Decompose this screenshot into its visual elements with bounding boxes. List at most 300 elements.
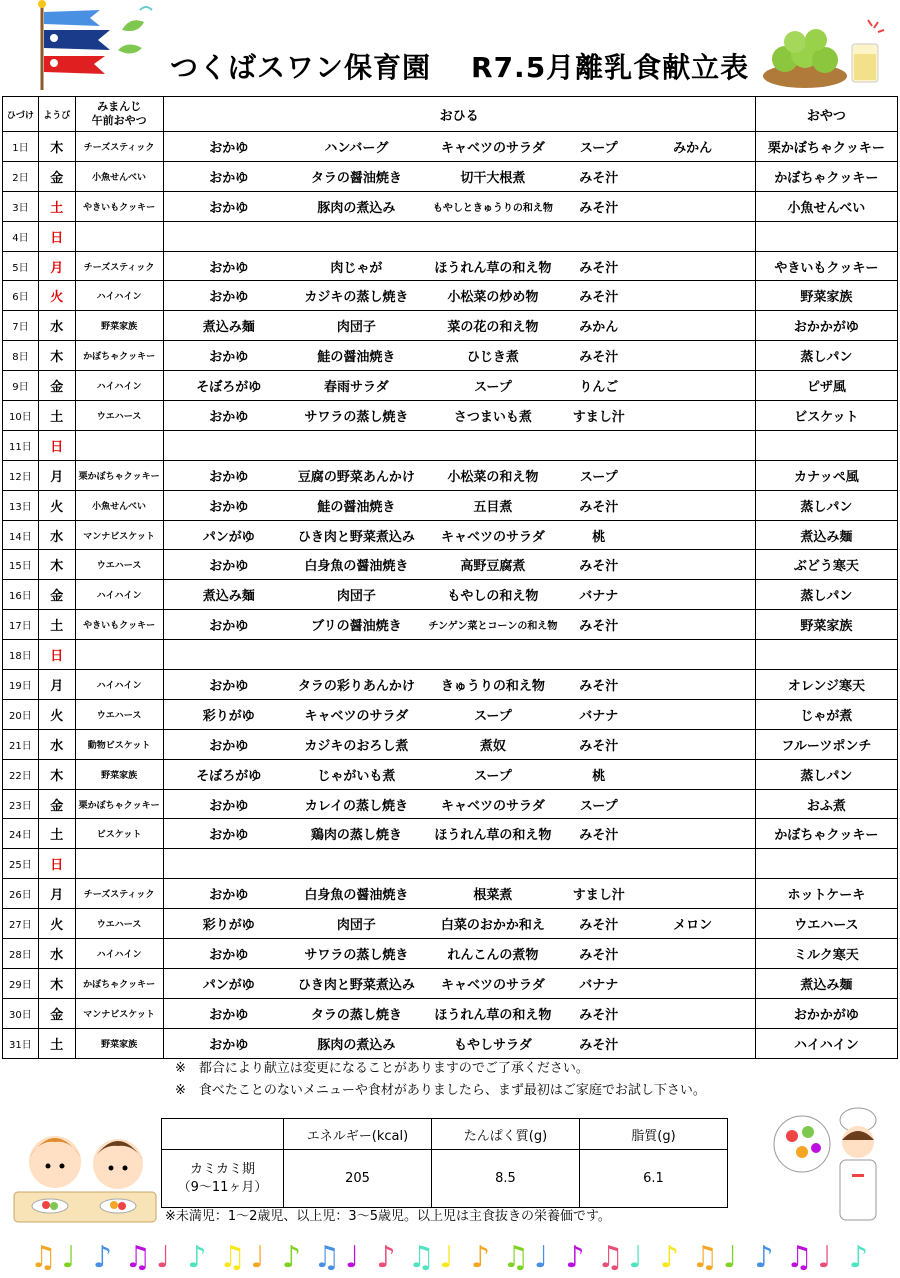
afternoon-snack-cell: 小魚せんべい [755,191,897,221]
music-note-icon: ♫ [219,1240,246,1275]
soup-cell: みかん [567,311,630,341]
side-dish-cell: スープ [419,759,567,789]
morning-snack-cell: 小魚せんべい [75,161,163,191]
dow-cell: 月 [38,460,75,490]
date-cell: 17日 [3,610,39,640]
main-dish-cell: 豚肉の煮込み [294,1028,419,1058]
side-dish-cell: スープ [419,371,567,401]
side-dish-cell [419,221,567,251]
side-dish-cell: もやしときゅうりの和え物 [419,191,567,221]
morning-snack-cell: ウエハース [75,550,163,580]
morning-snack-cell: ハイハイン [75,371,163,401]
fruit-cell: みかん [630,132,755,162]
table-row [3,191,898,221]
music-note-icon: ♪ [849,1240,869,1275]
date-cell: 21日 [3,729,39,759]
music-note-icon: ♩ [534,1240,549,1275]
soup-cell: バナナ [567,699,630,729]
dow-cell: 月 [38,879,75,909]
music-note-icon: ♫ [124,1240,152,1275]
table-row [3,311,898,341]
soup-cell: スープ [567,460,630,490]
music-note-icon: ♩ [723,1240,738,1275]
dow-cell: 日 [38,221,75,251]
table-row [3,670,898,700]
table-row [3,939,898,969]
afternoon-snack-cell: 煮込み麺 [755,968,897,998]
fruit-cell [630,819,755,849]
main-dish-cell: カジキの蒸し焼き [294,281,419,311]
staple-cell: おかゆ [163,490,294,520]
staple-cell: おかゆ [163,789,294,819]
music-note-icon: ♫ [597,1240,624,1275]
main-dish-cell: 鶏肉の蒸し焼き [294,819,419,849]
staple-cell [163,640,294,670]
side-dish-cell: 白菜のおかか和え [419,909,567,939]
dow-cell: 日 [38,849,75,879]
staple-cell: おかゆ [163,251,294,281]
morning-snack-cell: ウエハース [75,909,163,939]
date-cell: 9日 [3,371,39,401]
fruit-cell [630,490,755,520]
main-dish-cell [294,221,419,251]
main-dish-cell: サワラの蒸し焼き [294,401,419,431]
table-row [3,430,898,460]
music-note-icon: ♫ [502,1240,530,1275]
afternoon-snack-cell: ぶどう寒天 [755,550,897,580]
staple-cell: 煮込み麺 [163,580,294,610]
table-row [3,460,898,490]
dow-cell: 金 [38,789,75,819]
main-dish-cell: タラの醤油焼き [294,161,419,191]
afternoon-snack-cell: 栗かぼちゃクッキー [755,132,897,162]
table-row [3,161,898,191]
afternoon-snack-cell: ミルク寒天 [755,939,897,969]
staple-cell: おかゆ [163,191,294,221]
fruit-cell [630,640,755,670]
staple-cell: おかゆ [163,670,294,700]
table-row [3,759,898,789]
date-cell: 15日 [3,550,39,580]
table-row [3,968,898,998]
staple-cell [163,430,294,460]
music-note-icon: ♩ [439,1240,454,1275]
soup-cell: バナナ [567,968,630,998]
side-dish-cell: 根菜煮 [419,879,567,909]
dow-cell: 金 [38,580,75,610]
soup-cell [567,221,630,251]
music-note-icon: ♩ [156,1240,171,1275]
morning-snack-cell: かぼちゃクッキー [75,968,163,998]
table-row [3,490,898,520]
fruit-cell [630,610,755,640]
side-dish-cell: 五目煮 [419,490,567,520]
morning-snack-cell: マンナビスケット [75,520,163,550]
nutrition-header-energy: エネルギー(kcal) [284,1119,432,1150]
note-2: ※ 食べたことのないメニューや食材がありましたら、まず最初はご家庭でお試し下さい。 [175,1083,706,1098]
main-dish-cell: 白身魚の醤油焼き [294,550,419,580]
table-row [3,550,898,580]
side-dish-cell: 菜の花の和え物 [419,311,567,341]
note-1: ※ 都合により献立は変更になることがありますのでご了承ください。 [175,1061,589,1076]
nutrition-table [161,1118,728,1208]
table-row [3,341,898,371]
fruit-cell [630,968,755,998]
afternoon-snack-cell: 蒸しパン [755,341,897,371]
date-cell: 5日 [3,251,39,281]
fruit-cell [630,161,755,191]
table-row [3,1028,898,1058]
music-note-icon: ♩ [817,1240,832,1275]
dow-cell: 土 [38,610,75,640]
staple-cell [163,849,294,879]
afternoon-snack-cell: フルーツポンチ [755,729,897,759]
music-note-icon: ♫ [408,1240,435,1275]
afternoon-snack-cell: かぼちゃクッキー [755,161,897,191]
date-cell: 12日 [3,460,39,490]
dow-cell: 火 [38,281,75,311]
soup-cell: スープ [567,132,630,162]
soup-cell: 桃 [567,520,630,550]
staple-cell: おかゆ [163,401,294,431]
dow-cell: 木 [38,132,75,162]
fruit-cell [630,998,755,1028]
main-dish-cell: ハンバーグ [294,132,419,162]
afternoon-snack-cell [755,640,897,670]
morning-snack-cell: チーズスティック [75,879,163,909]
fruit-cell [630,1028,755,1058]
staple-cell: おかゆ [163,161,294,191]
fruit-cell: メロン [630,909,755,939]
date-cell: 10日 [3,401,39,431]
date-cell: 24日 [3,819,39,849]
date-cell: 23日 [3,789,39,819]
fruit-cell [630,879,755,909]
music-note-icon: ♪ [565,1240,585,1275]
table-row [3,371,898,401]
morning-snack-cell: 小魚せんべい [75,490,163,520]
date-cell: 25日 [3,849,39,879]
fruit-cell [630,251,755,281]
afternoon-snack-cell: ホットケーキ [755,879,897,909]
side-dish-cell: 切干大根煮 [419,161,567,191]
side-dish-cell [419,640,567,670]
morning-snack-cell: やきいもクッキー [75,191,163,221]
fruit-cell [630,401,755,431]
music-note-icon: ♪ [93,1240,113,1275]
main-dish-cell: ひき肉と野菜煮込み [294,520,419,550]
table-row [3,610,898,640]
side-dish-cell: 高野豆腐煮 [419,550,567,580]
fruit-cell [630,191,755,221]
dow-cell: 水 [38,939,75,969]
music-note-icon: ♪ [376,1240,396,1275]
date-cell: 1日 [3,132,39,162]
soup-cell: みそ汁 [567,610,630,640]
footnote: ※未満児：1～2歳児、以上児：3～5歳児。以上児は主食抜きの栄養価です。 [165,1209,611,1224]
date-cell: 22日 [3,759,39,789]
table-row [3,729,898,759]
table-row [3,281,898,311]
page-title [170,46,749,86]
dow-cell: 水 [38,520,75,550]
dow-cell: 木 [38,341,75,371]
staple-cell [163,221,294,251]
dow-cell: 金 [38,161,75,191]
morning-snack-cell [75,640,163,670]
main-dish-cell: サワラの蒸し焼き [294,939,419,969]
soup-cell: みそ汁 [567,341,630,371]
staple-cell: おかゆ [163,132,294,162]
main-dish-cell [294,430,419,460]
side-dish-cell: もやしの和え物 [419,580,567,610]
staple-cell: おかゆ [163,879,294,909]
main-dish-cell: 肉じゃが [294,251,419,281]
table-row [3,909,898,939]
table-row [3,849,898,879]
dow-cell: 火 [38,490,75,520]
morning-snack-cell [75,221,163,251]
date-cell: 28日 [3,939,39,969]
date-cell: 8日 [3,341,39,371]
side-dish-cell: スープ [419,699,567,729]
main-dish-cell: 肉団子 [294,909,419,939]
afternoon-snack-cell: やきいもクッキー [755,251,897,281]
dow-cell: 日 [38,640,75,670]
staple-cell: おかゆ [163,998,294,1028]
staple-cell: おかゆ [163,341,294,371]
soup-cell [567,849,630,879]
nutrition-energy-value: 205 [284,1150,432,1208]
dow-cell: 土 [38,401,75,431]
staple-cell: おかゆ [163,610,294,640]
dow-cell: 木 [38,550,75,580]
date-cell: 16日 [3,580,39,610]
soup-cell: スープ [567,789,630,819]
notes [175,1058,706,1102]
nutrition-header-protein: たんぱく質(g) [432,1119,580,1150]
side-dish-cell [419,849,567,879]
main-dish-cell: 白身魚の醤油焼き [294,879,419,909]
main-dish-cell: ブリの醤油焼き [294,610,419,640]
dow-cell: 月 [38,670,75,700]
fruit-cell [630,729,755,759]
staple-cell: 煮込み麺 [163,311,294,341]
side-dish-cell: さつまいも煮 [419,401,567,431]
table-row [3,132,898,162]
soup-cell: みそ汁 [567,490,630,520]
side-dish-cell: もやしサラダ [419,1028,567,1058]
main-dish-cell: じゃがいも煮 [294,759,419,789]
main-dish-cell: 鮭の醤油焼き [294,341,419,371]
afternoon-snack-cell: ウエハース [755,909,897,939]
music-note-icon: ♪ [471,1240,491,1275]
header-date: ひづけ [3,97,39,132]
fruit-cell [630,341,755,371]
soup-cell: 桃 [567,759,630,789]
music-note-icon: ♪ [660,1240,680,1275]
music-note-icon: ♫ [30,1240,57,1275]
main-dish-cell: 鮭の醤油焼き [294,490,419,520]
dow-cell: 木 [38,968,75,998]
main-dish-cell: ひき肉と野菜煮込み [294,968,419,998]
afternoon-snack-cell: カナッペ風 [755,460,897,490]
afternoon-snack-cell: 煮込み麺 [755,520,897,550]
morning-snack-cell: ウエハース [75,699,163,729]
fruit-cell [630,221,755,251]
table-row [3,221,898,251]
menu-title: R7.5月離乳食献立表 [471,51,750,84]
morning-snack-cell: 動物ビスケット [75,729,163,759]
soup-cell: みそ汁 [567,819,630,849]
morning-snack-cell [75,849,163,879]
morning-snack-cell: チーズスティック [75,132,163,162]
soup-cell: バナナ [567,580,630,610]
side-dish-cell: キャベツのサラダ [419,789,567,819]
table-row [3,520,898,550]
table-row [3,789,898,819]
afternoon-snack-cell: 野菜家族 [755,610,897,640]
table-row [3,879,898,909]
main-dish-cell: カジキのおろし煮 [294,729,419,759]
dow-cell: 水 [38,311,75,341]
soup-cell: みそ汁 [567,550,630,580]
nutrition-fat-value: 6.1 [580,1150,728,1208]
fruit-cell [630,580,755,610]
soup-cell: みそ汁 [567,939,630,969]
table-row [3,401,898,431]
fruit-cell [630,670,755,700]
music-note-icon: ♫ [691,1240,719,1275]
soup-cell: りんご [567,371,630,401]
main-dish-cell [294,849,419,879]
staple-cell: 彩りがゆ [163,699,294,729]
morning-snack-cell: やきいもクッキー [75,610,163,640]
staple-cell: そぼろがゆ [163,759,294,789]
nutrition-period: カミカミ期 （9～11ヶ月） [162,1150,284,1208]
afternoon-snack-cell: オレンジ寒天 [755,670,897,700]
music-note-icon: ♪ [754,1240,774,1275]
fruit-cell [630,699,755,729]
music-note-icon: ♪ [282,1240,302,1275]
date-cell: 20日 [3,699,39,729]
fruit-cell [630,550,755,580]
staple-cell: おかゆ [163,281,294,311]
soup-cell: みそ汁 [567,191,630,221]
music-note-icon: ♩ [628,1240,643,1275]
date-cell: 26日 [3,879,39,909]
side-dish-cell: ほうれん草の和え物 [419,819,567,849]
music-note-icon: ♩ [345,1240,360,1275]
afternoon-snack-cell: おかかがゆ [755,311,897,341]
afternoon-snack-cell: おかかがゆ [755,998,897,1028]
side-dish-cell: 小松菜の炒め物 [419,281,567,311]
side-dish-cell: ほうれん草の和え物 [419,251,567,281]
soup-cell: みそ汁 [567,161,630,191]
dow-cell: 土 [38,819,75,849]
table-row [3,998,898,1028]
morning-snack-cell: かぼちゃクッキー [75,341,163,371]
music-note-icon: ♪ [187,1240,207,1275]
dow-cell: 火 [38,909,75,939]
morning-snack-cell: ハイハイン [75,281,163,311]
soup-cell [567,430,630,460]
side-dish-cell: ほうれん草の和え物 [419,998,567,1028]
dow-cell: 金 [38,371,75,401]
nutrition-value-row [162,1150,728,1208]
afternoon-snack-cell: かぼちゃクッキー [755,819,897,849]
morning-snack-cell: 栗かぼちゃクッキー [75,460,163,490]
afternoon-snack-cell: じゃが煮 [755,699,897,729]
afternoon-snack-cell [755,221,897,251]
date-cell: 3日 [3,191,39,221]
dow-cell: 日 [38,430,75,460]
staple-cell: おかゆ [163,460,294,490]
afternoon-snack-cell: 蒸しパン [755,490,897,520]
side-dish-cell [419,430,567,460]
soup-cell: すまし汁 [567,401,630,431]
table-row [3,640,898,670]
date-cell: 30日 [3,998,39,1028]
dow-cell: 火 [38,699,75,729]
fruit-cell [630,281,755,311]
nutrition-protein-value: 8.5 [432,1150,580,1208]
date-cell: 19日 [3,670,39,700]
afternoon-snack-cell [755,430,897,460]
koinobori-illustration [30,0,160,92]
fruit-cell [630,460,755,490]
music-notes-decoration [30,1242,880,1274]
morning-snack-cell: 野菜家族 [75,311,163,341]
staple-cell: パンがゆ [163,968,294,998]
morning-snack-cell: ビスケット [75,819,163,849]
table-row [3,699,898,729]
children-eating-illustration [10,1118,160,1226]
soup-cell: みそ汁 [567,909,630,939]
music-note-icon: ♫ [313,1240,341,1275]
main-dish-cell: 豆腐の野菜あんかけ [294,460,419,490]
morning-snack-cell: ウエハース [75,401,163,431]
table-row [3,580,898,610]
fruit-cell [630,939,755,969]
main-dish-cell: 春雨サラダ [294,371,419,401]
morning-snack-cell: 栗かぼちゃクッキー [75,789,163,819]
afternoon-snack-cell: 野菜家族 [755,281,897,311]
fruit-cell [630,759,755,789]
side-dish-cell: れんこんの煮物 [419,939,567,969]
afternoon-snack-cell: ハイハイン [755,1028,897,1058]
dow-cell: 土 [38,1028,75,1058]
dow-cell: 月 [38,251,75,281]
soup-cell: みそ汁 [567,998,630,1028]
afternoon-snack-cell: 蒸しパン [755,580,897,610]
main-dish-cell: 豚肉の煮込み [294,191,419,221]
side-dish-cell: キャベツのサラダ [419,520,567,550]
nursery-name: つくばスワン保育園 [170,51,432,84]
music-note-icon: ♩ [250,1240,265,1275]
date-cell: 18日 [3,640,39,670]
morning-snack-cell [75,430,163,460]
side-dish-cell: きゅうりの和え物 [419,670,567,700]
staple-cell: おかゆ [163,939,294,969]
staple-cell: おかゆ [163,819,294,849]
fruit-cell [630,430,755,460]
music-note-icon: ♫ [786,1240,813,1275]
date-cell: 7日 [3,311,39,341]
soup-cell [567,640,630,670]
morning-snack-cell: マンナビスケット [75,998,163,1028]
dow-cell: 金 [38,998,75,1028]
